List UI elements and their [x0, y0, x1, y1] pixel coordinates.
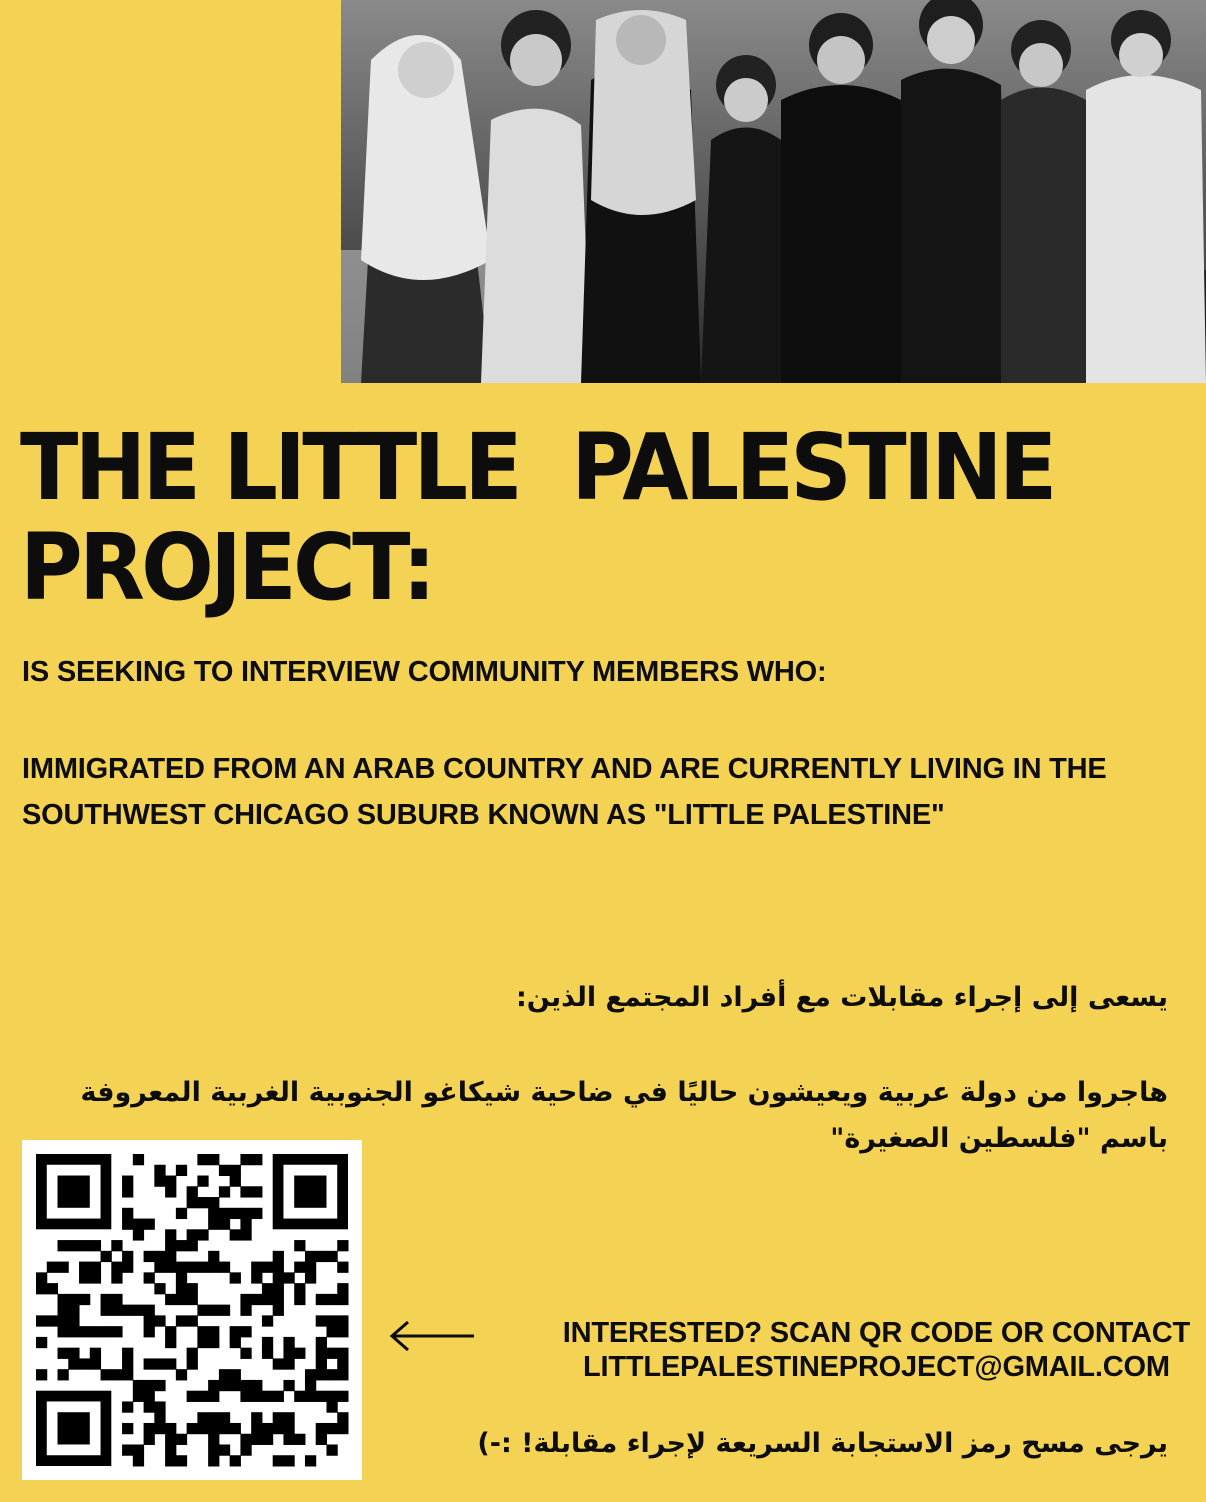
qr-code[interactable] — [22, 1140, 362, 1480]
contact-email[interactable]: LITTLEPALESTINEPROJECT@GMAIL.COM — [582, 1351, 1170, 1383]
contact-info — [563, 1316, 1190, 1384]
contact-line-1: INTERESTED? SCAN QR CODE OR CONTACT — [562, 1317, 1190, 1349]
page-title — [20, 414, 1054, 621]
title-line-2: PROJECT: — [20, 514, 433, 621]
arabic-subtitle: يسعى إلى إجراء مقابلات مع أفراد المجتمع الذين: — [515, 982, 1168, 1013]
arabic-criteria: هاجروا من دولة عربية ويعيشون حاليًا في ضاحية شيكاغو الجنوبية الغربية المعروفة باسم "فلسطين الصغيرة" — [80, 1077, 1168, 1154]
subtitle: IS SEEKING TO INTERVIEW COMMUNITY MEMBERS WHO: — [22, 656, 827, 688]
title-line-1: THE LITTLE PALESTINE — [20, 414, 1054, 521]
arabic-cta: يرجى مسح رمز الاستجابة السريعة لإجراء مقابلة! :-) — [477, 1428, 1168, 1459]
qr-code-graphic — [22, 1140, 362, 1480]
left-arrow-icon — [386, 1316, 476, 1356]
group-photo-illustration — [341, 0, 1206, 383]
criteria-text: IMMIGRATED FROM AN ARAB COUNTRY AND ARE CURRENTLY LIVING IN THE SOUTHWEST CHICAGO SUBURB KNOWN AS "LITTLE PALESTINE" — [22, 753, 1107, 831]
group-photo — [341, 0, 1206, 383]
